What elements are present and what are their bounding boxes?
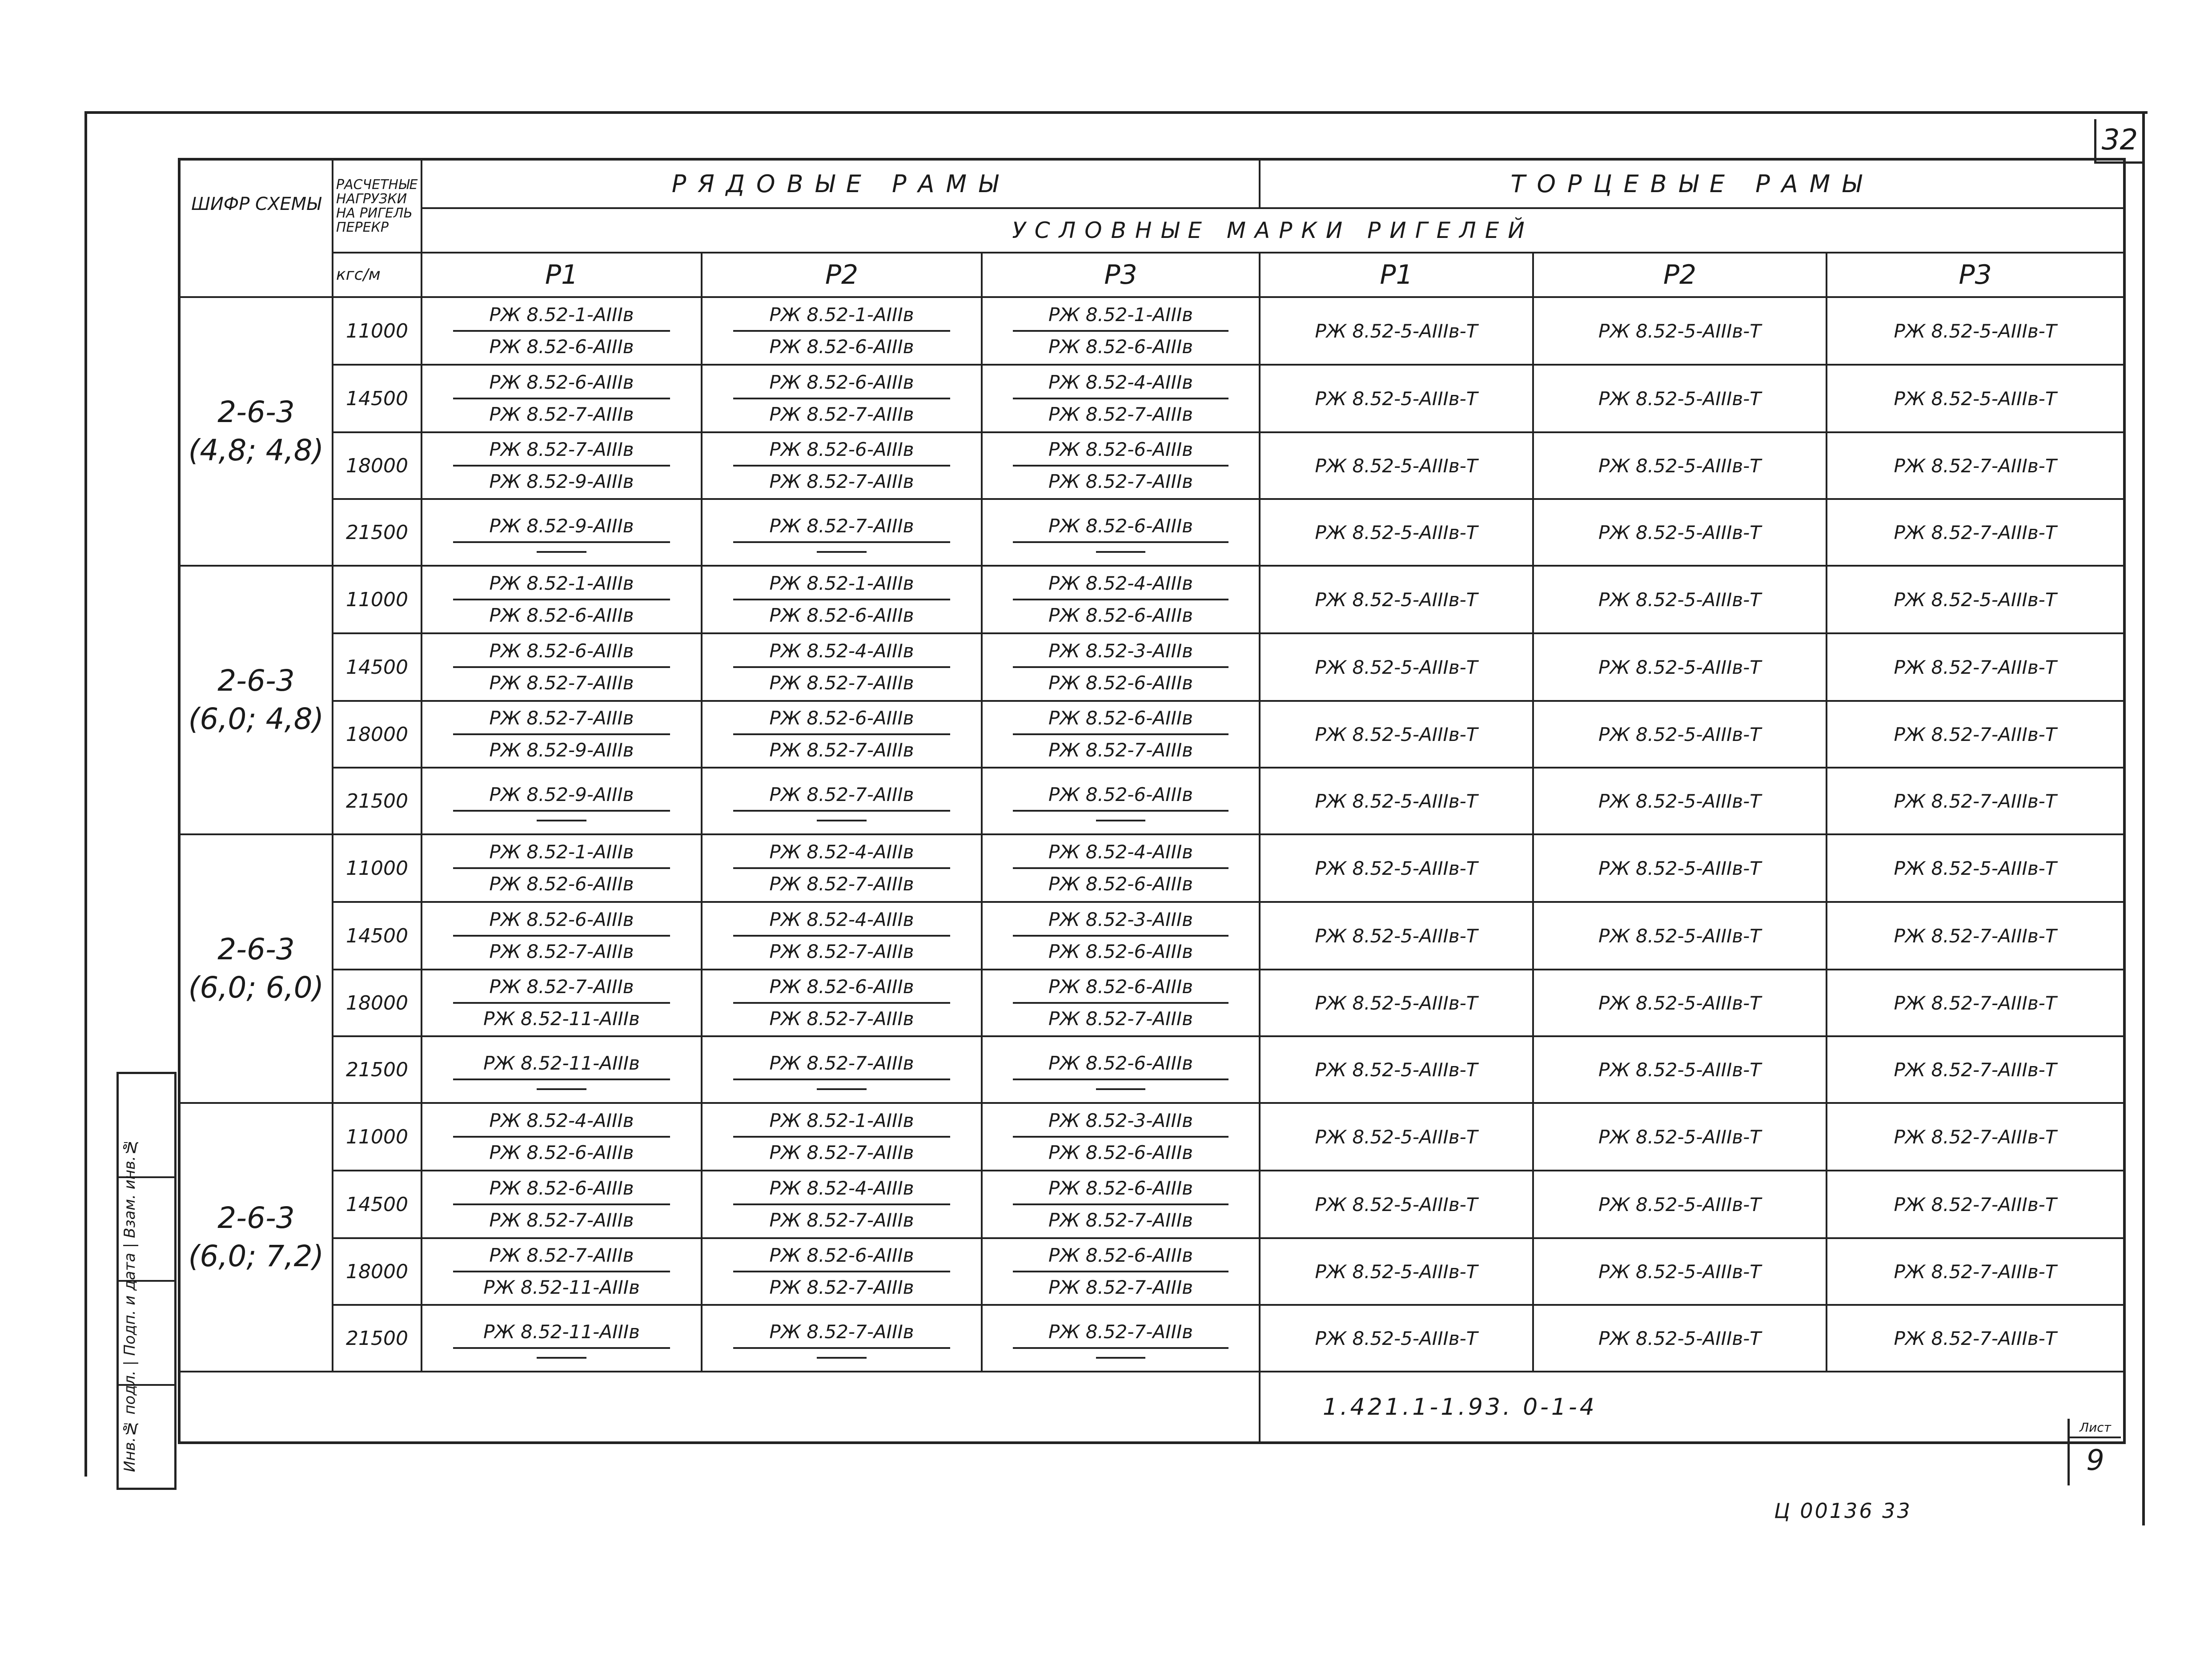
row-frame-mark-cell [422,566,702,633]
marks-header: УСЛОВНЫЕ МАРКИ РИГЕЛЕЙ [422,208,2124,253]
row-frame-mark-cell [702,768,982,834]
end-frames-header: ТОРЦЕВЫЕ РАМЫ [1260,159,2124,208]
beam-mark-top: РЖ 8.52-4-АIIIв [733,905,950,937]
beam-mark-top: РЖ 8.52-6-АIIIв [733,1241,950,1272]
end-frame-mark: РЖ 8.52-5-АIIIв-Т [1827,566,2124,633]
beam-mark-top: РЖ 8.52-6-АIIIв [1013,704,1228,735]
end-frame-mark: РЖ 8.52-7-АIIIв-Т [1827,499,2124,566]
beam-marks-table [178,158,2126,1444]
end-frame-mark: РЖ 8.52-5-АIIIв-Т [1533,365,1827,432]
row-frame-mark-cell [702,902,982,970]
end-frame-mark: РЖ 8.52-5-АIIIв-Т [1260,768,1533,834]
scheme-code: 2-6-3 [217,395,295,429]
col-header-row-p3: Р3 [982,253,1260,297]
row-frame-mark-cell [702,1238,982,1305]
table-row [179,297,2124,365]
end-frame-mark: РЖ 8.52-5-АIIIв-Т [1260,365,1533,432]
row-frame-mark-cell [982,499,1260,566]
load-value: 14500 [333,365,422,432]
beam-mark-bottom: РЖ 8.52-7-АIIIв [1048,739,1193,761]
table-row [179,970,2124,1036]
empty-mark-dash [537,1357,587,1359]
scheme-code: 2-6-3 [217,664,295,698]
beam-mark-top: РЖ 8.52-6-АIIIв [733,973,950,1004]
beam-mark-top: РЖ 8.52-1-АIIIв [733,1107,950,1138]
beam-mark-bottom: РЖ 8.52-7-АIIIв [1048,403,1193,425]
row-frame-mark-cell [982,633,1260,701]
beam-mark-bottom: РЖ 8.52-7-АIIIв [489,1209,634,1231]
beam-mark-top: РЖ 8.52-9-АIIIв [453,512,670,543]
scheme-dimensions: (6,0; 6,0) [188,970,324,1005]
empty-mark-dash [817,551,867,553]
scheme-cell [179,566,333,834]
end-frame-mark: РЖ 8.52-5-АIIIв-Т [1827,297,2124,365]
col-header-row-p1: Р1 [422,253,702,297]
beam-mark-bottom: РЖ 8.52-7-АIIIв [769,1209,914,1231]
end-frame-mark: РЖ 8.52-5-АIIIв-Т [1260,1171,1533,1238]
table-row [179,633,2124,701]
end-frame-mark: РЖ 8.52-5-АIIIв-Т [1533,1171,1827,1238]
beam-mark-top: РЖ 8.52-4-АIIIв [733,838,950,869]
row-frame-mark-cell [422,902,702,970]
end-frame-mark: РЖ 8.52-5-АIIIв-Т [1260,1036,1533,1103]
end-frame-mark: РЖ 8.52-5-АIIIв-Т [1533,1305,1827,1372]
row-frame-mark-cell [982,1305,1260,1372]
beam-mark-top: РЖ 8.52-6-АIIIв [1013,1241,1228,1272]
table-row [179,701,2124,768]
row-frame-mark-cell [422,365,702,432]
beam-mark-top: РЖ 8.52-4-АIIIв [1013,368,1228,399]
row-frame-mark-cell [982,768,1260,834]
row-frame-mark-cell [422,834,702,902]
load-value: 11000 [333,1103,422,1171]
row-frame-mark-cell [982,297,1260,365]
beam-mark-bottom: РЖ 8.52-6-АIIIв [1048,873,1193,895]
beam-mark-top: РЖ 8.52-11-АIIIв [453,1049,670,1080]
row-frame-mark-cell [422,1305,702,1372]
row-frame-mark-cell [982,1103,1260,1171]
sheet-frame-right-edge [2142,111,2145,1525]
table-row [179,365,2124,432]
end-frame-mark: РЖ 8.52-5-АIIIв-Т [1533,970,1827,1036]
beam-mark-top: РЖ 8.52-7-АIIIв [733,1318,950,1349]
table-row [179,1036,2124,1103]
row-frame-mark-cell [702,1171,982,1238]
beam-mark-top: РЖ 8.52-4-АIIIв [733,1174,950,1205]
end-frame-mark: РЖ 8.52-7-АIIIв-Т [1827,902,2124,970]
table-row [179,1171,2124,1238]
beam-mark-bottom: РЖ 8.52-7-АIIIв [1048,1008,1193,1030]
table-row [179,1103,2124,1171]
end-frame-mark: РЖ 8.52-5-АIIIв-Т [1260,701,1533,768]
row-frame-mark-cell [422,297,702,365]
load-value: 21500 [333,768,422,834]
end-frame-mark: РЖ 8.52-5-АIIIв-Т [1260,297,1533,365]
beam-mark-top: РЖ 8.52-6-АIIIв [1013,435,1228,467]
beam-mark-top: РЖ 8.52-7-АIIIв [1013,1318,1228,1349]
page-number: 32 [2094,119,2143,164]
empty-mark-dash [1096,820,1146,821]
beam-mark-bottom: РЖ 8.52-6-АIIIв [1048,1142,1193,1163]
row-frame-mark-cell [422,1171,702,1238]
end-frame-mark: РЖ 8.52-5-АIIIв-Т [1260,432,1533,499]
beam-mark-bottom: РЖ 8.52-7-АIIIв [769,1276,914,1298]
end-frame-mark: РЖ 8.52-5-АIIIв-Т [1533,566,1827,633]
end-frame-mark: РЖ 8.52-5-АIIIв-Т [1260,970,1533,1036]
beam-mark-top: РЖ 8.52-6-АIIIв [1013,781,1228,812]
load-value: 18000 [333,432,422,499]
end-frame-mark: РЖ 8.52-5-АIIIв-Т [1533,499,1827,566]
row-frame-mark-cell [982,970,1260,1036]
row-frame-mark-cell [982,902,1260,970]
row-frame-mark-cell [422,432,702,499]
beam-mark-bottom: РЖ 8.52-7-АIIIв [769,1008,914,1030]
beam-mark-bottom: РЖ 8.52-7-АIIIв [489,941,634,962]
table-row [179,834,2124,902]
beam-mark-bottom: РЖ 8.52-6-АIIIв [769,604,914,626]
beam-mark-bottom: РЖ 8.52-7-АIIIв [769,739,914,761]
beam-mark-top: РЖ 8.52-7-АIIIв [453,973,670,1004]
row-frame-mark-cell [982,1171,1260,1238]
beam-mark-top: РЖ 8.52-7-АIIIв [733,781,950,812]
sheet-number-box [2067,1419,2121,1485]
end-frame-mark: РЖ 8.52-5-АIIIв-Т [1260,499,1533,566]
beam-mark-bottom: РЖ 8.52-6-АIIIв [489,873,634,895]
row-frame-mark-cell [422,701,702,768]
row-frame-mark-cell [422,1238,702,1305]
end-frame-mark: РЖ 8.52-5-АIIIв-Т [1260,1238,1533,1305]
row-frame-mark-cell [982,432,1260,499]
end-frame-mark: РЖ 8.52-7-АIIIв-Т [1827,633,2124,701]
end-frame-mark: РЖ 8.52-5-АIIIв-Т [1260,902,1533,970]
beam-mark-top: РЖ 8.52-3-АIIIв [1013,1107,1228,1138]
table-row [179,566,2124,633]
beam-mark-top: РЖ 8.52-6-АIIIв [453,368,670,399]
col-header-end-p3: Р3 [1827,253,2124,297]
beam-mark-bottom: РЖ 8.52-7-АIIIв [1048,1209,1193,1231]
row-frame-mark-cell [702,1305,982,1372]
load-value: 14500 [333,1171,422,1238]
beam-mark-bottom: РЖ 8.52-11-АIIIв [483,1008,640,1030]
row-frame-mark-cell [702,432,982,499]
end-frame-mark: РЖ 8.52-5-АIIIв-Т [1533,1103,1827,1171]
row-frame-mark-cell [982,834,1260,902]
row-frames-header: РЯДОВЫЕ РАМЫ [422,159,1260,208]
scheme-dimensions: (6,0; 7,2) [188,1239,324,1273]
load-value: 14500 [333,633,422,701]
beam-mark-top: РЖ 8.52-6-АIIIв [453,637,670,668]
beam-mark-bottom: РЖ 8.52-6-АIIIв [1048,604,1193,626]
beam-mark-bottom: РЖ 8.52-7-АIIIв [1048,1276,1193,1298]
table-body [179,297,2124,1372]
beam-mark-bottom: РЖ 8.52-6-АIIIв [1048,672,1193,694]
load-value: 11000 [333,566,422,633]
load-header: РАСЧЕТНЫЕ НАГРУЗКИ НА РИГЕЛЬ ПЕРЕКР [333,159,422,253]
table-row [179,768,2124,834]
beam-mark-top: РЖ 8.52-1-АIIIв [733,301,950,332]
row-frame-mark-cell [702,701,982,768]
end-frame-mark: РЖ 8.52-7-АIIIв-Т [1827,701,2124,768]
end-frame-mark: РЖ 8.52-7-АIIIв-Т [1827,432,2124,499]
beam-mark-top: РЖ 8.52-6-АIIIв [1013,973,1228,1004]
beam-mark-top: РЖ 8.52-1-АIIIв [1013,301,1228,332]
beam-mark-top: РЖ 8.52-7-АIIIв [733,512,950,543]
scheme-code: 2-6-3 [217,932,295,966]
scheme-dimensions: (6,0; 4,8) [188,702,324,736]
load-value: 11000 [333,834,422,902]
beam-mark-bottom: РЖ 8.52-6-АIIIв [489,1142,634,1163]
beam-mark-bottom: РЖ 8.52-9-АIIIв [489,471,634,492]
end-frame-mark: РЖ 8.52-5-АIIIв-Т [1533,432,1827,499]
empty-mark-dash [537,820,587,821]
beam-mark-top: РЖ 8.52-4-АIIIв [733,637,950,668]
end-frame-mark: РЖ 8.52-5-АIIIв-Т [1533,768,1827,834]
beam-mark-bottom: РЖ 8.52-7-АIIIв [489,403,634,425]
beam-mark-top: РЖ 8.52-4-АIIIв [453,1107,670,1138]
beam-mark-top: РЖ 8.52-6-АIIIв [733,435,950,467]
unit-header: кгс/м [333,253,422,297]
table-row [179,499,2124,566]
beam-mark-top: РЖ 8.52-6-АIIIв [733,704,950,735]
row-frame-mark-cell [422,768,702,834]
row-frame-mark-cell [702,970,982,1036]
beam-mark-bottom: РЖ 8.52-7-АIIIв [769,672,914,694]
sheet-label: Лист [2070,1419,2121,1438]
row-frame-mark-cell [982,566,1260,633]
end-frame-mark: РЖ 8.52-7-АIIIв-Т [1827,1103,2124,1171]
beam-mark-top: РЖ 8.52-4-АIIIв [1013,569,1228,600]
beam-mark-top: РЖ 8.52-6-АIIIв [1013,512,1228,543]
beam-mark-bottom: РЖ 8.52-7-АIIIв [769,403,914,425]
load-value: 11000 [333,297,422,365]
beam-mark-bottom: РЖ 8.52-7-АIIIв [1048,471,1193,492]
beam-mark-bottom: РЖ 8.52-7-АIIIв [769,471,914,492]
load-value: 18000 [333,701,422,768]
scheme-dimensions: (4,8; 4,8) [188,433,324,467]
end-frame-mark: РЖ 8.52-5-АIIIв-Т [1260,1103,1533,1171]
load-value: 21500 [333,1305,422,1372]
row-frame-mark-cell [982,1036,1260,1103]
load-value: 21500 [333,1036,422,1103]
sheet-number: 9 [2086,1444,2104,1477]
empty-mark-dash [817,820,867,821]
empty-mark-dash [1096,1088,1146,1090]
beam-mark-top: РЖ 8.52-6-АIIIв [1013,1174,1228,1205]
beam-mark-top: РЖ 8.52-6-АIIIв [1013,1049,1228,1080]
beam-mark-top: РЖ 8.52-7-АIIIв [453,1241,670,1272]
row-frame-mark-cell [422,970,702,1036]
col-header-row-p2: Р2 [702,253,982,297]
row-frame-mark-cell [422,499,702,566]
end-frame-mark: РЖ 8.52-5-АIIIв-Т [1827,834,2124,902]
empty-mark-dash [537,1088,587,1090]
table-row [179,1305,2124,1372]
end-frame-mark: РЖ 8.52-5-АIIIв-Т [1827,365,2124,432]
beam-mark-top: РЖ 8.52-1-АIIIв [453,838,670,869]
beam-mark-top: РЖ 8.52-1-АIIIв [733,569,950,600]
beam-mark-bottom: РЖ 8.52-6-АIIIв [1048,941,1193,962]
scheme-header: ШИФР СХЕМЫ [179,159,333,297]
beam-mark-top: РЖ 8.52-4-АIIIв [1013,838,1228,869]
row-frame-mark-cell [702,1036,982,1103]
beam-mark-bottom: РЖ 8.52-6-АIIIв [1048,336,1193,358]
beam-mark-bottom: РЖ 8.52-6-АIIIв [489,336,634,358]
beam-mark-bottom: РЖ 8.52-6-АIIIв [769,336,914,358]
beam-mark-bottom: РЖ 8.52-7-АIIIв [489,672,634,694]
row-frame-mark-cell [422,1103,702,1171]
beam-mark-bottom: РЖ 8.52-11-АIIIв [483,1276,640,1298]
beam-mark-bottom: РЖ 8.52-7-АIIIв [769,1142,914,1163]
scheme-cell [179,297,333,566]
row-frame-mark-cell [702,499,982,566]
beam-mark-top: РЖ 8.52-1-АIIIв [453,569,670,600]
beam-mark-top: РЖ 8.52-6-АIIIв [453,905,670,937]
document-code: 1.421.1-1.93. 0-1-4 [1260,1372,2124,1443]
end-frame-mark: РЖ 8.52-7-АIIIв-Т [1827,1305,2124,1372]
empty-mark-dash [1096,551,1146,553]
end-frame-mark: РЖ 8.52-5-АIIIв-Т [1533,297,1827,365]
beam-mark-bottom: РЖ 8.52-7-АIIIв [769,873,914,895]
end-frame-mark: РЖ 8.52-5-АIIIв-Т [1533,701,1827,768]
end-frame-mark: РЖ 8.52-7-АIIIв-Т [1827,768,2124,834]
load-value: 14500 [333,902,422,970]
beam-mark-top: РЖ 8.52-11-АIIIв [453,1318,670,1349]
beam-mark-top: РЖ 8.52-7-АIIIв [453,435,670,467]
end-frame-mark: РЖ 8.52-5-АIIIв-Т [1533,902,1827,970]
beam-mark-bottom: РЖ 8.52-7-АIIIв [769,941,914,962]
stamp-text: Инв.№ подл. | Подп. и дата | Взам. инв.№ [121,1138,139,1472]
row-frame-mark-cell [702,566,982,633]
scheme-code: 2-6-3 [217,1201,295,1235]
end-frame-mark: РЖ 8.52-5-АIIIв-Т [1260,834,1533,902]
archive-code: Ц 00136 33 [1774,1499,1912,1523]
beam-mark-bottom: РЖ 8.52-6-АIIIв [489,604,634,626]
row-frame-mark-cell [422,633,702,701]
load-value: 21500 [333,499,422,566]
row-frame-mark-cell [702,297,982,365]
row-frame-mark-cell [982,701,1260,768]
table-row [179,1238,2124,1305]
col-header-end-p1: Р1 [1260,253,1533,297]
beam-mark-top: РЖ 8.52-6-АIIIв [733,368,950,399]
load-value: 18000 [333,970,422,1036]
empty-mark-dash [817,1357,867,1359]
row-frame-mark-cell [982,1238,1260,1305]
end-frame-mark: РЖ 8.52-5-АIIIв-Т [1533,633,1827,701]
col-header-end-p2: Р2 [1533,253,1827,297]
empty-mark-dash [537,551,587,553]
end-frame-mark: РЖ 8.52-7-АIIIв-Т [1827,970,2124,1036]
beam-mark-top: РЖ 8.52-1-АIIIв [453,301,670,332]
row-frame-mark-cell [702,365,982,432]
table-row [179,902,2124,970]
beam-mark-top: РЖ 8.52-9-АIIIв [453,781,670,812]
end-frame-mark: РЖ 8.52-5-АIIIв-Т [1533,1238,1827,1305]
footer-blank [179,1372,1260,1443]
end-frame-mark: РЖ 8.52-7-АIIIв-Т [1827,1036,2124,1103]
empty-mark-dash [817,1088,867,1090]
beam-mark-top: РЖ 8.52-7-АIIIв [733,1049,950,1080]
beam-mark-top: РЖ 8.52-3-АIIIв [1013,905,1228,937]
end-frame-mark: РЖ 8.52-5-АIIIв-Т [1260,633,1533,701]
row-frame-mark-cell [982,365,1260,432]
end-frame-mark: РЖ 8.52-5-АIIIв-Т [1533,834,1827,902]
end-frame-mark: РЖ 8.52-5-АIIIв-Т [1533,1036,1827,1103]
end-frame-mark: РЖ 8.52-5-АIIIв-Т [1260,1305,1533,1372]
end-frame-mark: РЖ 8.52-7-АIIIв-Т [1827,1238,2124,1305]
empty-mark-dash [1096,1357,1146,1359]
beam-mark-top: РЖ 8.52-6-АIIIв [453,1174,670,1205]
load-value: 18000 [333,1238,422,1305]
end-frame-mark: РЖ 8.52-5-АIIIв-Т [1260,566,1533,633]
row-frame-mark-cell [702,1103,982,1171]
beam-mark-bottom: РЖ 8.52-9-АIIIв [489,739,634,761]
scheme-cell [179,834,333,1103]
row-frame-mark-cell [422,1036,702,1103]
scheme-cell [179,1103,333,1372]
beam-mark-top: РЖ 8.52-7-АIIIв [453,704,670,735]
row-frame-mark-cell [702,633,982,701]
end-frame-mark: РЖ 8.52-7-АIIIв-Т [1827,1171,2124,1238]
row-frame-mark-cell [702,834,982,902]
beam-mark-top: РЖ 8.52-3-АIIIв [1013,637,1228,668]
table-row [179,432,2124,499]
